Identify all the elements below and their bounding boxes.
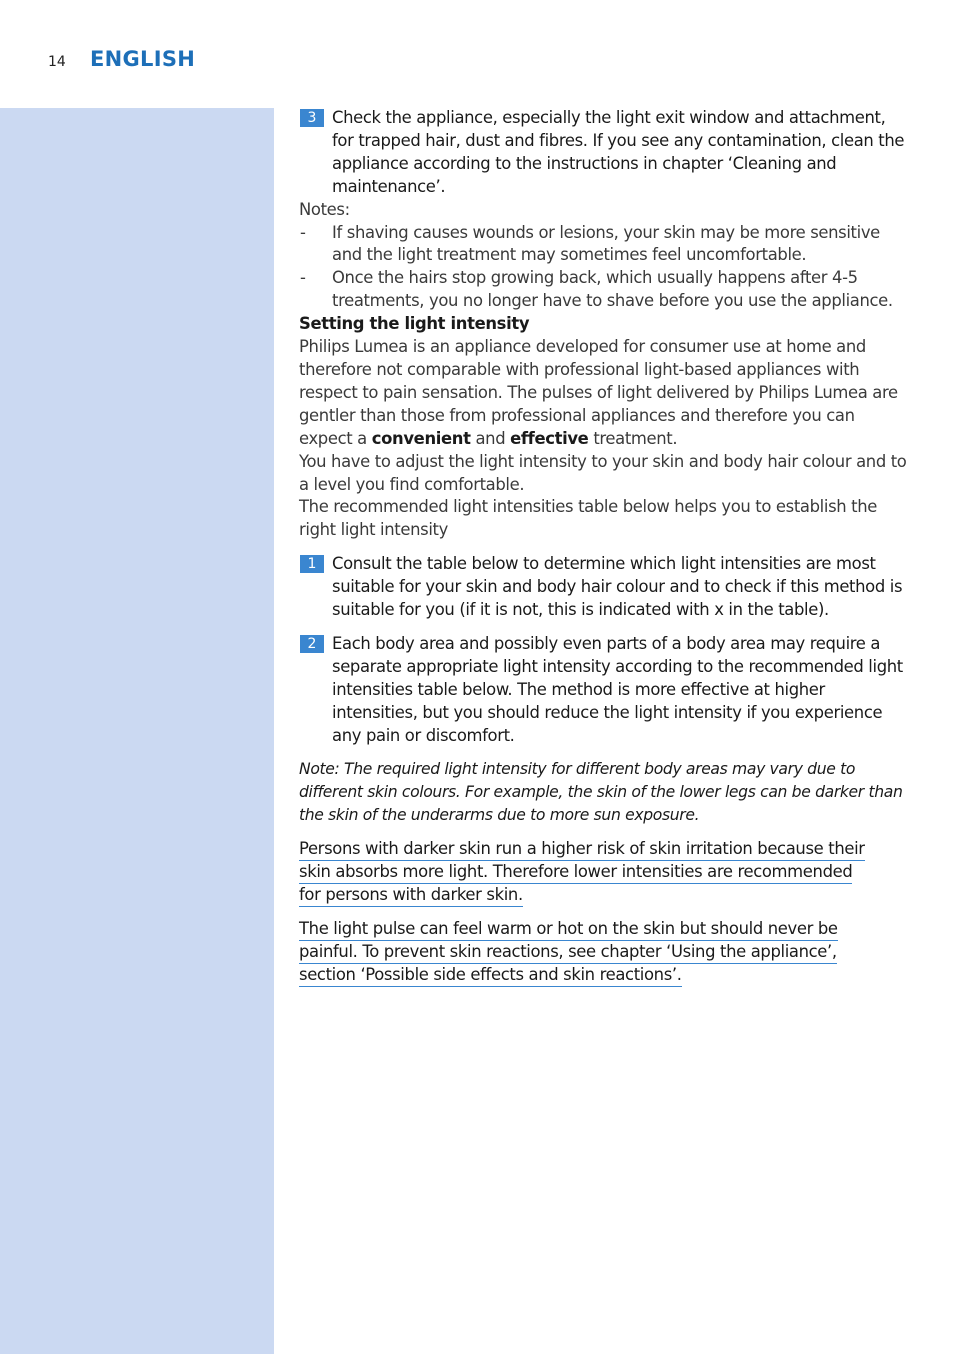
dash-bullet: - — [300, 268, 306, 288]
step-1 — [299, 553, 909, 622]
side-band — [0, 108, 274, 1354]
step-2 — [299, 633, 909, 748]
intro-paragraph — [299, 336, 909, 451]
warning-line: for persons with darker skin. — [299, 885, 523, 907]
page-number: 14 — [48, 54, 66, 70]
step-number-badge: 2 — [300, 635, 324, 653]
notes-label: Notes: — [299, 199, 350, 219]
step-3 — [299, 107, 909, 199]
step-number-badge: 1 — [300, 555, 324, 573]
warning-line: skin absorbs more light. Therefore lower intensities are recommended — [299, 862, 852, 884]
notes-list-item — [299, 222, 909, 268]
section-title: ENGLISH — [90, 47, 196, 71]
intro-text: Philips Lumea is an appliance developed for consumer use at home and therefore not comparable with professional light-based appliances with respect to pain sensation. The pulses of light delivered by Philips Lumea are gentler than those from professional appliances and therefore you can expect a — [299, 337, 898, 448]
warning-light-pulse — [299, 918, 909, 987]
table-paragraph: The recommended light intensities table below helps you to establish the right light intensity — [299, 497, 878, 540]
warning-line: Persons with darker skin run a higher risk of skin irritation because their — [299, 839, 865, 861]
warning-line: The light pulse can feel warm or hot on the skin but should never be — [299, 919, 838, 941]
step-text: Check the appliance, especially the light exit window and attachment, for trapped hair, dust and fibres. If you see any contamination, clean the appliance according to the instructions in chapter ‘Cleaning and maintenance’. — [332, 108, 905, 196]
main-content — [299, 107, 909, 987]
notes-list-item — [299, 267, 909, 313]
section-heading: Setting the light intensity — [299, 314, 530, 334]
intro-text: treatment. — [588, 428, 678, 448]
note-paragraph: Note: The required light intensity for different body areas may vary due to different skin colours. For example, the skin of the lower legs can be darker than the skin of the underarms due to more sun exposure. — [299, 760, 903, 825]
emphasis-effective: effective — [510, 428, 589, 448]
emphasis-convenient: convenient — [371, 428, 471, 448]
intro-text: and — [470, 428, 511, 448]
warning-line: painful. To prevent skin reactions, see chapter ‘Using the appliance’, — [299, 942, 837, 964]
notes-list — [299, 222, 909, 314]
note-item-text: Once the hairs stop growing back, which usually happens after 4-5 treatments, you no longer have to shave before you use the appliance. — [332, 268, 893, 311]
adjust-paragraph: You have to adjust the light intensity to your skin and body hair colour and to a level you find comfortable. — [299, 451, 907, 494]
step-text: Each body area and possibly even parts of a body area may require a separate appropriate light intensity according to the recommended light intensities table below. The method is more effective at higher intensities, but you should reduce the light intensity if you experience any pain or discomfort. — [332, 633, 903, 745]
dash-bullet: - — [300, 222, 306, 242]
warning-skin-irritation — [299, 838, 909, 907]
note-item-text: If shaving causes wounds or lesions, your skin may be more sensitive and the light treatment may sometimes feel uncomfortable. — [332, 222, 880, 265]
step-number-badge: 3 — [300, 109, 324, 127]
step-text: Consult the table below to determine which light intensities are most suitable for your skin and body hair colour and to check if this method is suitable for you (if it is not, this is indicated with x in the table). — [332, 554, 903, 620]
warning-line: section ‘Possible side effects and skin reactions’. — [299, 965, 682, 987]
